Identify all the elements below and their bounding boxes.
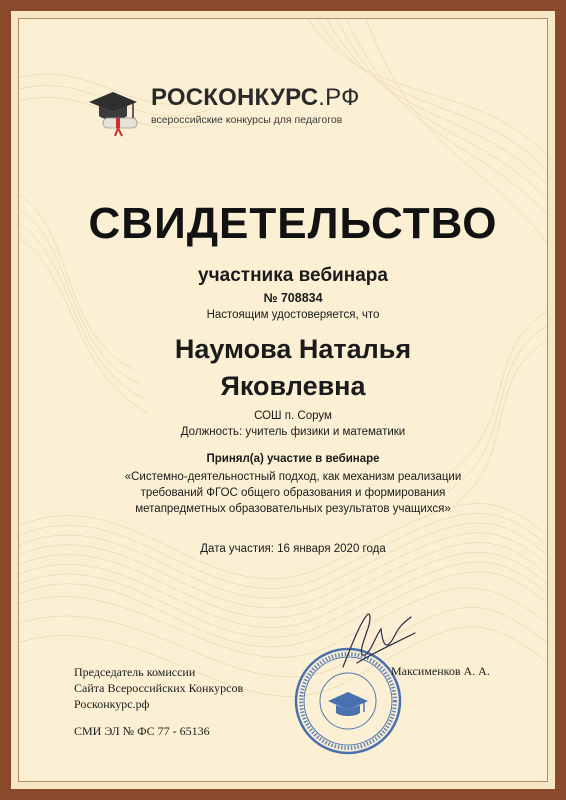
certificate-title: СВИДЕТЕЛЬСТВО	[88, 199, 498, 248]
recipient-organization: СОШ п. Сорум	[254, 410, 332, 422]
graduation-cap-diploma-icon	[85, 88, 143, 138]
webinar-topic-line3: метапредметных образовательных результатов учащихся»	[135, 503, 451, 515]
participation-date: Дата участия: 16 января 2020 года	[200, 543, 386, 555]
participation-label: Принял(а) участие в вебинаре	[206, 453, 380, 465]
recipient-position: Должность: учитель физики и математики	[180, 426, 406, 438]
recipient-name-line2: Яковлевна	[220, 371, 366, 401]
chair-line1: Председатель комиссии	[74, 665, 196, 679]
rosconcurs-logo	[85, 82, 405, 142]
certificate-number: № 708834	[263, 291, 323, 305]
webinar-topic	[19, 469, 548, 517]
media-registration: СМИ ЭЛ № ФС 77 - 65136	[74, 724, 210, 738]
logo-name-main: РОСКОНКУРС	[151, 84, 319, 111]
webinar-topic-line2: требований ФГОС общего образования и формирования	[140, 487, 446, 499]
certificate-paper	[18, 18, 548, 782]
chair-line2: Сайта Всероссийских Конкурсов	[74, 681, 244, 695]
logo-tagline: всероссийские конкурсы для педагогов	[151, 114, 343, 126]
recipient-name-line1: Наумова Наталья	[174, 334, 412, 364]
logo-name-tld: .РФ	[318, 84, 360, 111]
certificate-subtitle: участника вебинара	[198, 265, 388, 286]
commission-chair	[74, 664, 243, 712]
chair-line3: Росконкурс.рф	[74, 697, 150, 711]
webinar-topic-line1: «Системно-деятельностный подход, как механизм реализации	[124, 471, 462, 483]
logo-name	[151, 84, 360, 112]
signer-name: Максименков А. А.	[391, 664, 490, 678]
certify-text: Настоящим удостоверяется, что	[206, 309, 380, 321]
